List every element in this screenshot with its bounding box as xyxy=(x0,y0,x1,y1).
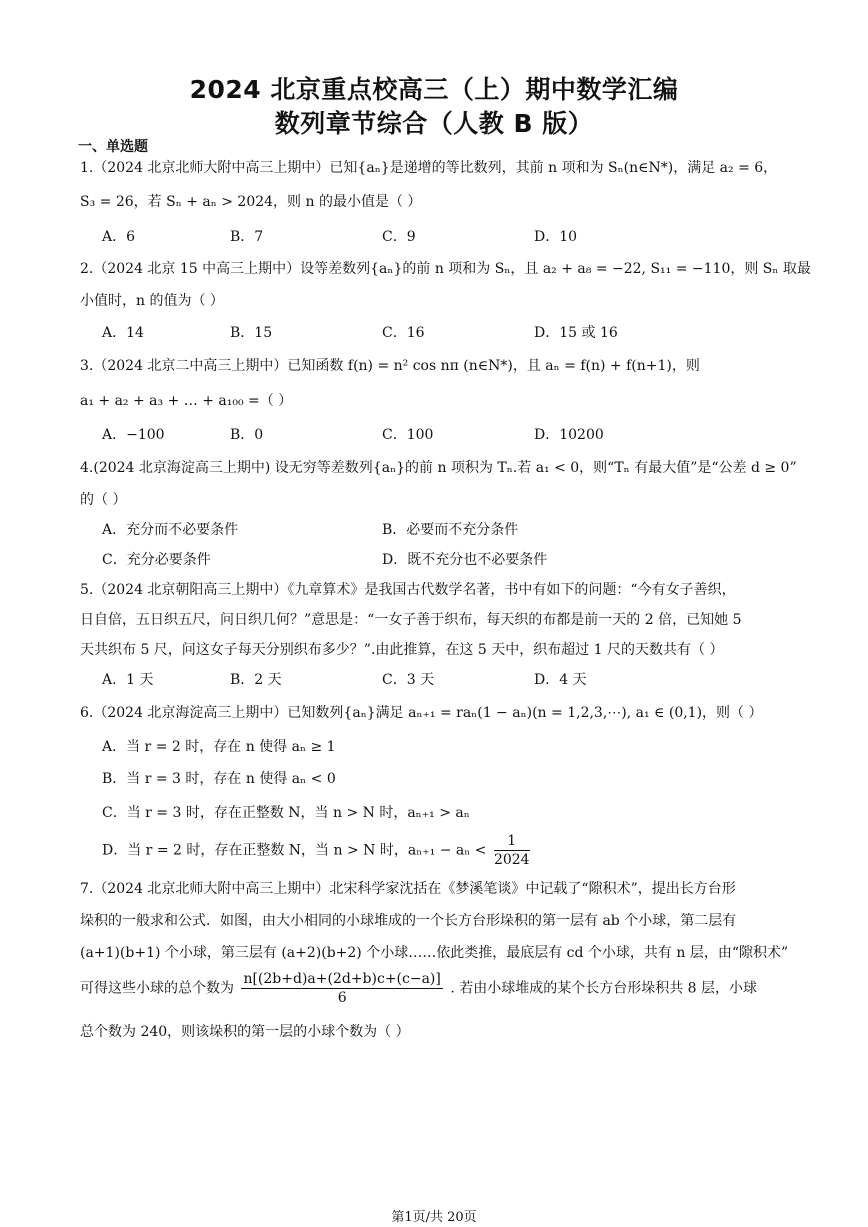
question-3-option-b: B．0 xyxy=(230,427,264,443)
page-subtitle: 数列章节综合（人教 B 版） xyxy=(274,109,594,138)
question-5-line-3: 天共织布 5 尺，问这女子每天分别织布多少？”.由此推算，在这 5 天中，织布超过 1 尺的天数共有（ ） xyxy=(80,642,724,658)
question-3-line-2: a₁ + a₂ + a₃ + … + a₁₀₀ =（ ） xyxy=(80,393,293,409)
question-2-option-b: B．15 xyxy=(230,325,273,341)
formula-numerator: n[(2b+d)a+(2d+b)c+(c−a)] xyxy=(243,971,441,987)
question-4-option-d: D．既不充分也不必要条件 xyxy=(382,552,548,568)
question-1-option-a: A．6 xyxy=(102,229,136,245)
question-1-option-c: C．9 xyxy=(382,229,416,245)
formula-denominator: 6 xyxy=(337,990,347,1006)
question-6-option-d-text: D．当 r = 2 时，存在正整数 N，当 n > N 时，aₙ₊₁ − aₙ < xyxy=(102,842,487,859)
question-6-option-d xyxy=(102,832,533,869)
question-5-line-2: 日自倍，五日织五尺，问日织几何？”意思是：“一女子善于织布，每天织的布都是前一天的 2 倍，已知她 5 xyxy=(80,612,742,628)
question-5-option-b: B．2 天 xyxy=(230,672,282,688)
question-2-line-1: 2.（2024 北京 15 中高三上期中）设等差数列{aₙ}的前 n 项和为 Sₙ，且 a₂ + a₈ = −22, S₁₁ = −110，则 Sₙ 取最 xyxy=(80,261,811,277)
question-7-line-1: 7.（2024 北京北师大附中高三上期中）北宋科学家沈括在《梦溪笔谈》中记载了“隙积术”，提出长方台形 xyxy=(80,881,736,897)
question-7-line-2: 垛积的一般求和公式．如图，由大小相同的小球堆成的一个长方台形垛积的第一层有 ab 个小球，第二层有 xyxy=(80,913,737,929)
question-5-option-d: D．4 天 xyxy=(534,672,587,688)
question-6-option-a: A．当 r = 2 时，存在 n 使得 aₙ ≥ 1 xyxy=(102,739,336,755)
question-4-option-a: A．充分而不必要条件 xyxy=(102,522,239,538)
question-7-line-4 xyxy=(80,970,757,1007)
question-1-option-b: B．7 xyxy=(230,229,264,245)
question-7-line-4-tail: . 若由小球堆成的某个长方台形垛积共 8 层，小球 xyxy=(450,980,758,997)
fraction xyxy=(494,832,530,869)
page-footer: 第1页/共 20页 xyxy=(391,1210,477,1225)
question-7-line-4-text: 可得这些小球的总个数为 xyxy=(80,980,234,997)
question-4-option-b: B．必要而不充分条件 xyxy=(382,522,519,538)
question-2-option-a: A．14 xyxy=(102,325,144,341)
question-3-line-1: 3.（2024 北京二中高三上期中）已知函数 f(n) = n² cos nπ (n∈N*)，且 aₙ = f(n) + f(n+1)，则 xyxy=(80,358,700,374)
fraction-denominator: 2024 xyxy=(493,852,530,868)
question-5-line-1: 5.（2024 北京朝阳高三上期中）《九章算术》是我国古代数学名著，书中有如下的问题：“今有女子善织， xyxy=(80,582,736,598)
section-heading: 一、单选题 xyxy=(78,139,148,155)
question-1-option-d: D．10 xyxy=(534,229,578,245)
question-7-line-3: (a+1)(b+1) 个小球，第三层有 (a+2)(b+2) 个小球……依此类推，最底层有 cd 个小球，共有 n 层，由“隙积术” xyxy=(80,945,789,961)
fraction-numerator: 1 xyxy=(494,832,530,851)
question-2-line-2: 小值时，n 的值为（ ） xyxy=(80,293,224,309)
question-3-option-a: A．−100 xyxy=(102,427,165,443)
formula-fraction xyxy=(241,970,442,1007)
question-5-option-c: C．3 天 xyxy=(382,672,435,688)
question-6-option-b: B．当 r = 3 时，存在 n 使得 aₙ < 0 xyxy=(102,771,336,787)
question-7-line-5: 总个数为 240，则该垛积的第一层的小球个数为（ ） xyxy=(80,1024,410,1040)
question-1-line-2: S₃ = 26，若 Sₙ + aₙ > 2024，则 n 的最小值是（ ） xyxy=(80,194,422,210)
question-4-line-1: 4.(2024 北京海淀高三上期中) 设无穷等差数列{aₙ}的前 n 项积为 Tₙ.若 a₁ < 0，则“Tₙ 有最大值”是“公差 d ≥ 0” xyxy=(80,460,797,476)
question-5-option-a: A．1 天 xyxy=(102,672,154,688)
question-6-line-1: 6.（2024 北京海淀高三上期中）已知数列{aₙ}满足 aₙ₊₁ = raₙ(1 − aₙ)(n = 1,2,3,⋯), a₁ ∈ (0,1)，则（ ） xyxy=(80,705,763,721)
question-3-option-c: C．100 xyxy=(382,427,434,443)
question-2-option-d: D．15 或 16 xyxy=(534,325,618,341)
page-title: 2024 北京重点校高三（上）期中数学汇编 xyxy=(189,75,679,104)
question-4-option-c: C．充分必要条件 xyxy=(102,552,211,568)
question-3-option-d: D．10200 xyxy=(534,427,604,443)
question-2-option-c: C．16 xyxy=(382,325,425,341)
question-6-option-c: C．当 r = 3 时，存在正整数 N，当 n > N 时，aₙ₊₁ > aₙ xyxy=(102,805,470,821)
question-4-line-2: 的（ ） xyxy=(80,492,127,508)
question-1-line-1: 1.（2024 北京北师大附中高三上期中）已知{aₙ}是递增的等比数列，其前 n 项和为 Sₙ(n∈N*)，满足 a₂ = 6， xyxy=(80,160,778,176)
